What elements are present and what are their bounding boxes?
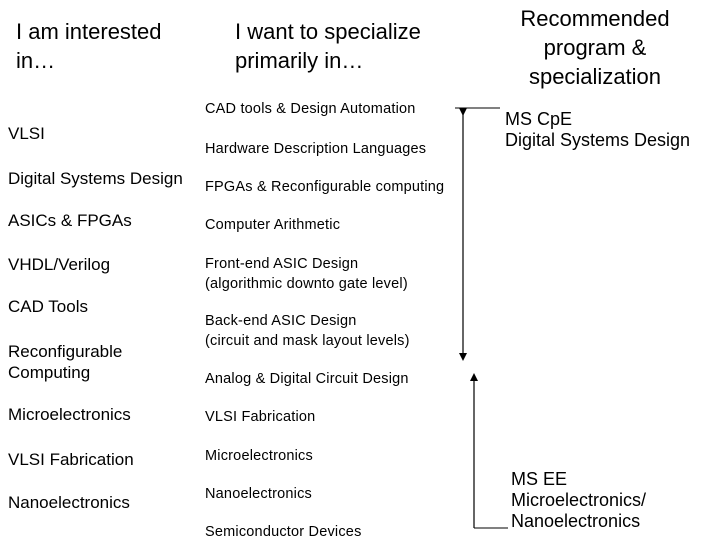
recommended-header-line: Recommended: [520, 6, 670, 31]
interest-label: Microelectronics: [8, 405, 131, 424]
specialize-header-line: primarily in…: [235, 48, 364, 73]
specialization-label: CAD tools & Design Automation: [205, 101, 416, 117]
program-label: MS EE: [511, 469, 568, 489]
interest-label: CAD Tools: [8, 297, 88, 316]
program-label: Digital Systems Design: [505, 130, 691, 150]
specialization-label: Computer Arithmetic: [205, 217, 341, 233]
interest-label: VLSI Fabrication: [8, 450, 134, 469]
interest-label: VLSI: [8, 124, 45, 143]
specialization-label: Semiconductor Devices: [205, 524, 362, 540]
specialization-label: Back-end ASIC Design: [205, 313, 357, 329]
specialize-header-line: I want to specialize: [235, 19, 421, 44]
specialization-label: Front-end ASIC Design: [205, 256, 359, 272]
specialization-label: (circuit and mask layout levels): [205, 333, 410, 349]
specialization-label: Hardware Description Languages: [205, 141, 427, 157]
interest-label: Digital Systems Design: [8, 169, 183, 188]
interest-label: VHDL/Verilog: [8, 255, 111, 274]
specialization-label: FPGAs & Reconfigurable computing: [205, 179, 445, 195]
interest-label: Reconfigurable: [8, 342, 123, 361]
program-label: Microelectronics/: [511, 490, 647, 510]
interested-header-line: I am interested: [16, 19, 162, 44]
program-label: Nanoelectronics: [511, 511, 641, 531]
program-label: MS CpE: [505, 109, 573, 129]
recommended-header-line: specialization: [528, 64, 662, 89]
interested-header-line: in…: [16, 48, 56, 73]
specialization-label: Nanoelectronics: [205, 486, 312, 502]
specialization-label: VLSI Fabrication: [205, 409, 316, 425]
specialization-label: Microelectronics: [205, 448, 313, 464]
interest-label: Computing: [8, 363, 91, 382]
specialization-label: (algorithmic downto gate level): [205, 276, 408, 292]
recommended-header-line: program &: [543, 35, 647, 60]
specialization-label: Analog & Digital Circuit Design: [205, 371, 409, 387]
interest-label: ASICs & FPGAs: [8, 211, 132, 230]
interest-label: Nanoelectronics: [8, 493, 130, 512]
